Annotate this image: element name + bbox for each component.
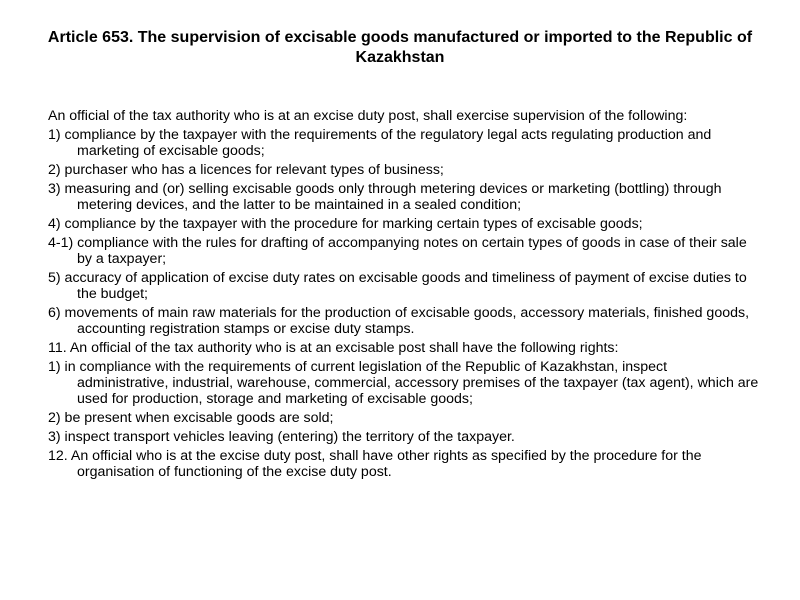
supervision-item-5: 5) accuracy of application of excise duty rates on excisable goods and timeliness of payment of excise duties to the budget; xyxy=(48,270,747,302)
document-body xyxy=(48,108,760,483)
supervision-item-2: 2) purchaser who has a licences for relevant types of business; xyxy=(48,162,444,178)
supervision-item-1: 1) compliance by the taxpayer with the requirements of the regulatory legal acts regulating production and marketing of excisable goods; xyxy=(48,127,712,159)
section-11-heading: 11. An official of the tax authority who is at an excisable post shall have the following rights: xyxy=(48,340,619,356)
rights-item-3: 3) inspect transport vehicles leaving (entering) the territory of the taxpayer. xyxy=(48,429,515,445)
supervision-item-4-1: 4-1) compliance with the rules for drafting of accompanying notes on certain types of goods in case of their sale by a taxpayer; xyxy=(48,235,747,267)
intro-paragraph: An official of the tax authority who is at an excise duty post, shall exercise supervision of the following: xyxy=(48,108,688,124)
document-title: Article 653. The supervision of excisable goods manufactured or imported to the Republic of Kazakhstan xyxy=(47,29,753,66)
supervision-item-6: 6) movements of main raw materials for the production of excisable goods, accessory materials, finished goods, accounting registration stamps or excise duty stamps. xyxy=(48,305,750,337)
section-12-paragraph: 12. An official who is at the excise duty post, shall have other rights as specified by the procedure for the organisation of functioning of the excise duty post. xyxy=(48,448,702,480)
supervision-item-3: 3) measuring and (or) selling excisable goods only through metering devices or marketing (bottling) through metering devices, and the latter to be maintained in a sealed condition; xyxy=(48,181,722,213)
rights-item-1: 1) in compliance with the requirements of current legislation of the Republic of Kazakhstan, inspect administrative, industrial, warehouse, commercial, accessory premises of the taxpayer (tax agent), which are used for production, storage and marketing of excisable goods; xyxy=(48,359,759,407)
supervision-item-4: 4) compliance by the taxpayer with the procedure for marking certain types of excisable goods; xyxy=(48,216,643,232)
rights-item-2: 2) be present when excisable goods are sold; xyxy=(48,410,334,426)
